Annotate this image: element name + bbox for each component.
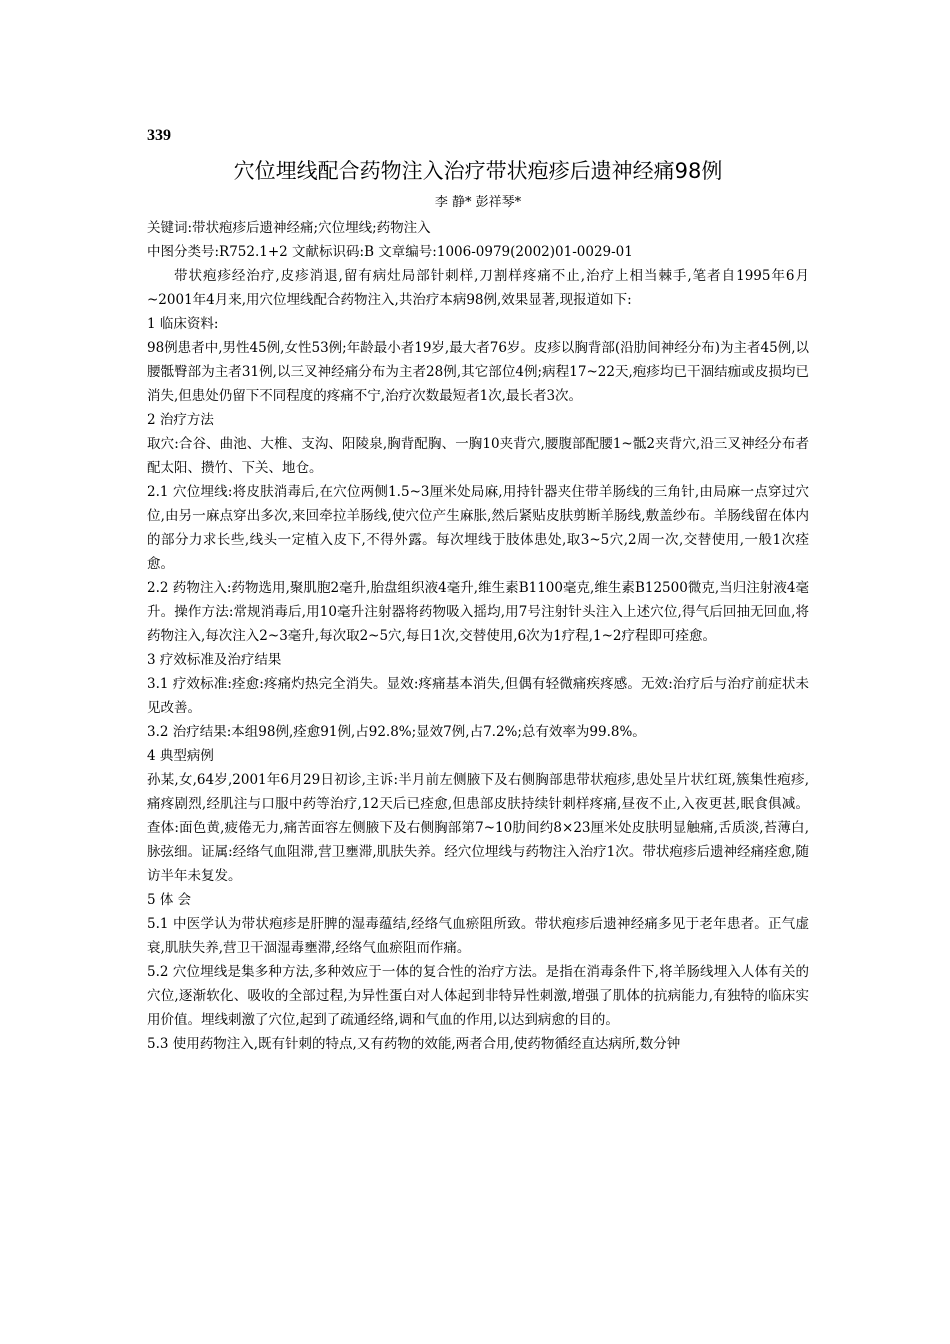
intro-paragraph: 带状疱疹经治疗,皮疹消退,留有病灶局部针刺样,刀割样疼痛不止,治疗上相当棘手,笔者自1995年6月~2001年4月来,用穴位埋线配合药物注入,共治疗本病98例,效果显著,现报道如下: (147, 268, 809, 308)
classification-line: 中图分类号:R752.1+2 文献标识码:B 文章编号:1006-0979(2002)01-0029-01 (147, 244, 633, 260)
section-2-paragraph: 取穴:合谷、曲池、大椎、支沟、阳陵泉,胸背配胸、一胸10夹背穴,腰腹部配腰1~骶2夹背穴,沿三叉神经分布者配太阳、攒竹、下关、地仓。 (147, 436, 809, 476)
keywords: 关键词:带状疱疹后遗神经痛;穴位埋线;药物注入 (147, 220, 431, 236)
section-5-2-paragraph: 5.2 穴位埋线是集多种方法,多种效应于一体的复合性的治疗方法。是指在消毒条件下,将羊肠线埋入人体有关的穴位,逐渐软化、吸收的全部过程,为异性蛋白对人体起到非特异性刺激,增强了肌体的抗病能力,有独特的临床实用价值。埋线刺激了穴位,起到了疏通经络,调和气血的作用,以达到病愈的目的。 (147, 964, 809, 1028)
section-1-paragraph: 98例患者中,男性45例,女性53例;年龄最小者19岁,最大者76岁。皮疹以胸背部(沿肋间神经分布)为主者45例,以腰骶臀部为主者31例,以三叉神经痛分布为主者28例,其它部位4例;病程17~22天,疱疹均已干涸结痂或皮损均已消失,但患处仍留下不同程度的疼痛不宁,治疗次数最短者1次,最长者3次。 (147, 340, 809, 404)
section-heading-5: 5 体 会 (147, 892, 192, 908)
authors: 李 静* 彭祥琴* (434, 195, 522, 210)
section-heading-4: 4 典型病例 (147, 748, 214, 764)
article-title: 穴位埋线配合药物注入治疗带状疱疹后遗神经痛98例 (233, 159, 723, 183)
section-3-2-paragraph: 3.2 治疗结果:本组98例,痊愈91例,占92.8%;显效7例,占7.2%;总有效率为99.8%。 (147, 724, 646, 740)
section-heading-2: 2 治疗方法 (147, 412, 214, 428)
section-4-paragraph: 孙某,女,64岁,2001年6月29日初诊,主诉:半月前左侧腋下及右侧胸部患带状疱疹,患处呈片状红斑,簇集性疱疹,痛疼剧烈,经肌注与口服中药等治疗,12天后已痊愈,但患部皮肤持续针刺样疼痛,昼夜不止,入夜更甚,眠食俱减。查体:面色黄,疲倦无力,痛苦面容左侧腋下及右侧胸部第7~10肋间约8×23厘米处皮肤明显触痛,舌质淡,苔薄白,脉弦细。证属:经络气血阻滞,营卫壅滞,肌肤失养。经穴位埋线与药物注入治疗1次。带状疱疹后遗神经痛痊愈,随访半年未复发。 (147, 772, 809, 884)
section-3-1-paragraph: 3.1 疗效标准:痊愈:疼痛灼热完全消失。显效:疼痛基本消失,但偶有轻微痛疾疼感。无效:治疗后与治疗前症状未见改善。 (147, 676, 809, 716)
section-2-2-paragraph: 2.2 药物注入:药物选用,聚肌胞2毫升,胎盘组织液4毫升,维生素B1100毫克,维生素B12500微克,当归注射液4毫升。操作方法:常规消毒后,用10毫升注射器将药物吸入摇均,用7号注射针头注入上述穴位,得气后回抽无回血,将药物注入,每次注入2~3毫升,每次取2~5穴,每日1次,交替使用,6次为1疗程,1~2疗程即可痊愈。 (147, 580, 809, 644)
section-5-1-paragraph: 5.1 中医学认为带状疱疹是肝脾的湿毒蕴结,经络气血瘀阻所致。带状疱疹后遗神经痛多见于老年患者。正气虚衰,肌肤失养,营卫干涸湿毒壅滞,经络气血瘀阻而作痛。 (147, 916, 809, 956)
page-number: 339 (147, 127, 171, 144)
article (147, 124, 809, 1056)
section-heading-1: 1 临床资料: (147, 316, 219, 332)
section-heading-3: 3 疗效标准及治疗结果 (147, 652, 282, 668)
section-2-1-paragraph: 2.1 穴位埋线:将皮肤消毒后,在穴位两侧1.5~3厘米处局麻,用持针器夹住带羊肠线的三角针,由局麻一点穿过穴位,由另一麻点穿出多次,来回牵拉羊肠线,使穴位产生麻胀,然后紧贴皮肤剪断羊肠线,敷盖纱布。羊肠线留在体内的部分力求长些,线头一定植入皮下,不得外露。每次埋线于肢体患处,取3~5穴,2周一次,交替使用,一般1次痊愈。 (147, 484, 809, 572)
section-5-3-paragraph: 5.3 使用药物注入,既有针刺的特点,又有药物的效能,两者合用,使药物循经直达病所,数分钟 (147, 1036, 681, 1052)
